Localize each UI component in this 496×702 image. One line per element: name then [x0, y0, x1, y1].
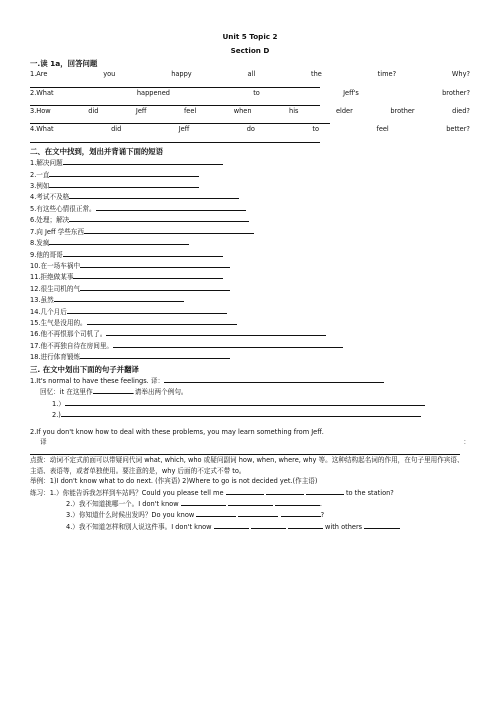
phrase-item — [30, 249, 470, 260]
phrase-label: 6.处理；解决 — [30, 216, 70, 225]
practice-4-blank-b[interactable] — [251, 521, 286, 529]
phrase-blank[interactable] — [63, 157, 223, 165]
phrase-blank[interactable] — [49, 180, 199, 188]
q1-word: you — [103, 70, 116, 79]
q2-word: to — [253, 88, 260, 97]
phrase-blank[interactable] — [80, 283, 230, 291]
example-2 — [30, 409, 470, 420]
practice-3: 3.）你知道什么时候出发吗？Do you know ? — [66, 511, 325, 520]
example-1 — [30, 398, 470, 409]
phrase-label: 8.发疯 — [30, 239, 50, 248]
q3-word: feel — [183, 107, 197, 116]
answer-line-2[interactable] — [30, 98, 320, 106]
q1-word: all — [247, 70, 256, 79]
question-4 — [30, 124, 470, 134]
phrase-label: 12.很生司机的气 — [30, 284, 81, 293]
phrase-item — [30, 340, 470, 351]
phrase-item — [30, 180, 470, 191]
phrase-label: 3.例如 — [30, 182, 50, 191]
part3-heading: 三. 在文中划出下面的句子并翻译 — [30, 364, 139, 374]
translation-blank-2[interactable] — [30, 447, 460, 455]
practice-3-blank-c[interactable] — [281, 509, 321, 517]
practice-4-blank-d[interactable] — [364, 521, 400, 529]
q2-word: happened — [136, 88, 170, 97]
section-title: Section D — [230, 46, 270, 56]
q3-word: died? — [452, 107, 470, 116]
phrase-label: 15.生气是没用的。 — [30, 318, 87, 327]
phrase-blank[interactable] — [54, 294, 184, 302]
sentence-2-translation — [30, 437, 470, 447]
q3-word: when — [233, 107, 252, 116]
practice-3-blank-b[interactable] — [238, 509, 278, 517]
q4-word: better? — [446, 125, 470, 134]
phrase-label: 11.拒绝做某事 — [30, 273, 74, 282]
sentence-1-text: 1.It's normal to have these feelings. 译： — [30, 376, 165, 385]
phrase-blank[interactable] — [67, 306, 227, 314]
q4-word: feel — [376, 125, 389, 134]
practice-3-blank-a[interactable] — [196, 509, 236, 517]
translation-label: 译 — [40, 438, 47, 446]
practice-4-blank-a[interactable] — [214, 521, 249, 529]
phrase-item — [30, 260, 470, 271]
usage-example: 举例：1)I don't know what to do next. (作宾语) 2)Where to go is not decided yet.(作主语) — [30, 477, 318, 486]
phrase-label: 18.进行体育锻炼 — [30, 353, 81, 362]
example-1-label: 1.） — [52, 399, 65, 408]
phrase-label: 14.几个月后 — [30, 307, 67, 316]
translation-blank-1[interactable] — [164, 375, 384, 383]
q2-word: 2.What — [30, 88, 54, 97]
q3-word: Jeff — [135, 107, 147, 116]
phrase-label: 4.考试不及格 — [30, 193, 70, 202]
phrase-blank[interactable] — [113, 340, 343, 348]
question-3 — [30, 106, 470, 116]
phrase-item — [30, 169, 470, 180]
worksheet-page — [30, 0, 470, 532]
question-1 — [30, 69, 470, 79]
phrase-label: 7.向 Jeff 学些东西 — [30, 227, 84, 236]
practice-2-blank-c[interactable] — [275, 498, 320, 506]
part2-heading: 二、在文中找到，划出并背诵下面的短语 — [30, 146, 164, 156]
phrase-blank[interactable] — [73, 271, 223, 279]
translation-colon: ： — [463, 438, 470, 446]
q4-word: did — [111, 125, 122, 134]
practice-2-blank-b[interactable] — [228, 498, 273, 506]
practice-1-blank-a[interactable] — [226, 487, 264, 495]
phrase-blank[interactable] — [96, 203, 246, 211]
q1-word: 1.Are — [30, 70, 48, 79]
it-role-blank[interactable] — [93, 386, 133, 394]
answer-line-1[interactable] — [30, 80, 320, 88]
phrase-item — [30, 294, 470, 305]
phrase-item — [30, 191, 470, 202]
part1-heading: 一.读 1a，回答问题 — [30, 58, 98, 68]
practice-1-blank-b[interactable] — [266, 487, 304, 495]
phrase-list — [30, 157, 470, 362]
phrase-blank[interactable] — [49, 169, 199, 177]
q2-word: brother? — [442, 88, 470, 97]
phrase-item — [30, 214, 470, 225]
practice-1 — [30, 487, 470, 498]
example-2-label: 2.) — [52, 411, 61, 420]
phrase-label: 10.在一场车祸中 — [30, 261, 81, 270]
phrase-blank[interactable] — [63, 249, 223, 257]
q3-word: did — [88, 107, 99, 116]
example-2-blank[interactable] — [61, 409, 421, 417]
q1-word: the — [311, 70, 322, 79]
unit-title: Unit 5 Topic 2 — [222, 32, 278, 41]
phrase-blank[interactable] — [80, 260, 230, 268]
phrase-item — [30, 306, 470, 317]
q1-word: time? — [377, 70, 397, 79]
phrase-label: 5.有这些心情很正常。 — [30, 204, 96, 213]
phrase-blank[interactable] — [106, 328, 326, 336]
sentence-1 — [30, 375, 470, 386]
phrase-item — [30, 351, 470, 362]
phrase-blank[interactable] — [87, 317, 237, 325]
phrase-item — [30, 157, 470, 168]
phrase-label: 17.他不再独自待在房间里。 — [30, 341, 114, 350]
review-line — [30, 386, 470, 397]
phrase-item — [30, 317, 470, 328]
phrase-label: 9.他的哥哥 — [30, 250, 63, 259]
q4-word: to — [312, 125, 320, 134]
practice-2-text: 2.）我不知道挑哪一个。I don't know — [66, 500, 179, 509]
q4-word: Jeff — [178, 125, 190, 134]
q4-word: do — [246, 125, 255, 134]
practice-4-mid: with others — [325, 522, 363, 531]
example-1-blank[interactable] — [65, 398, 425, 406]
phrase-blank[interactable] — [80, 351, 230, 359]
practice-1-tail: to the station? — [345, 488, 394, 497]
phrase-label: 13.虽然 — [30, 296, 54, 305]
q2-word: Jeff's — [343, 88, 359, 97]
q3-word: elder — [335, 107, 353, 116]
practice-4 — [30, 521, 470, 532]
phrase-item — [30, 237, 470, 248]
sentence-2: 2.If you don't know how to deal with these problems, you may learn something from Jeff. — [30, 427, 324, 436]
question-2 — [30, 88, 470, 98]
phrase-blank[interactable] — [49, 237, 189, 245]
practice-3-text: 3.）你知道什么时候出发吗？Do you know — [66, 511, 195, 520]
phrase-label: 2.一直 — [30, 170, 50, 179]
practice-2: 2.）我不知道挑哪一个。I don't know . — [66, 500, 323, 509]
q3-word: brother — [390, 107, 415, 116]
answer-line-4[interactable] — [30, 135, 320, 143]
phrase-blank[interactable] — [84, 226, 254, 234]
practice-1-text: 练习：1.）你能告诉我怎样到车站吗？Could you please tell me — [30, 488, 224, 497]
q1-word: Why? — [451, 70, 470, 79]
q1-word: happy — [171, 70, 192, 79]
phrase-item — [30, 271, 470, 282]
review-text: 回忆：it 在这里作 — [40, 388, 93, 397]
review-tail: .请举出两个例句。 — [132, 388, 188, 397]
practice-4-text: 4.）我不知道怎样和别人说这件事。I don't know — [66, 522, 212, 531]
answer-line-3[interactable] — [30, 116, 330, 124]
phrase-blank[interactable] — [69, 191, 239, 199]
q4-word: 4.What — [30, 125, 54, 134]
phrase-item — [30, 226, 470, 237]
phrase-blank[interactable] — [69, 214, 249, 222]
practice-2-blank-a[interactable] — [181, 498, 226, 506]
practice-4-blank-c[interactable] — [288, 521, 323, 529]
phrase-item — [30, 283, 470, 294]
q3-word: his — [289, 107, 299, 116]
q3-word: 3.How — [30, 107, 51, 116]
grammar-note: 点拨：动词不定式前面可以带疑问代词 what, which, who 或疑问副词 how, when, where, why 等。这种结构起名词的作用，在句子里用作宾语、主语、表语等，或者单独使用。要注意的是，why 后面的不定式不带 to。 — [30, 456, 464, 475]
practice-1-blank-c[interactable] — [306, 487, 344, 495]
phrase-label: 16.他不再恨那个司机了。 — [30, 330, 107, 339]
phrase-label: 1.解决问题 — [30, 159, 63, 168]
phrase-item — [30, 203, 470, 214]
phrase-item — [30, 328, 470, 339]
